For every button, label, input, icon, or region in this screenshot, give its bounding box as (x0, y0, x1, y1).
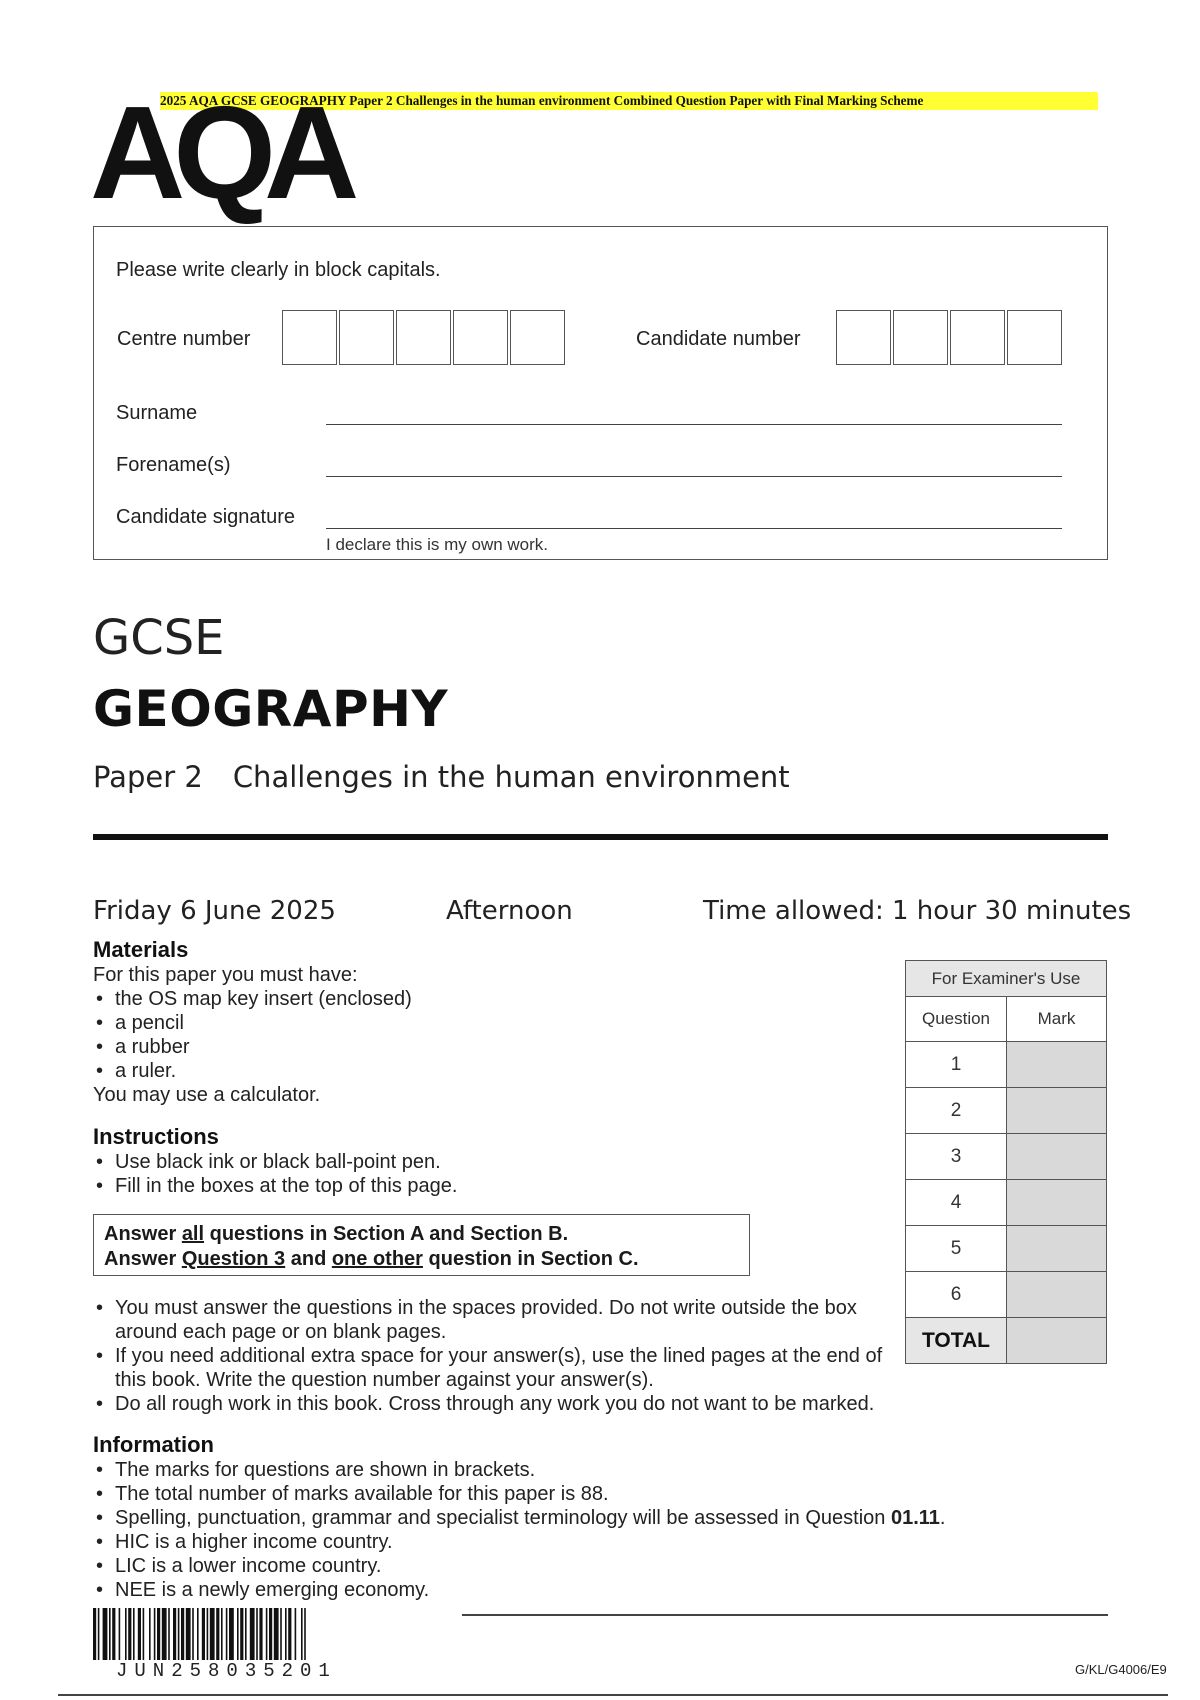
centre-digit-box[interactable] (453, 310, 508, 365)
list-item: • NEE is a newly emerging economy. (93, 1578, 1103, 1602)
information-heading: Information (93, 1432, 214, 1457)
list-item: • If you need additional extra space for your answer(s), use the lined pages at the end of this book. Write the question number against your answer(s). (93, 1344, 890, 1392)
list-item: • a rubber (93, 1035, 813, 1059)
footer-rule (462, 1614, 1108, 1616)
forenames-field[interactable] (326, 476, 1062, 477)
list-item: • Use black ink or black ball-point pen. (93, 1150, 813, 1174)
mark-cell (1007, 1272, 1107, 1318)
question-number: 3 (906, 1134, 1007, 1180)
exam-session: Afternoon (446, 896, 573, 926)
calculator-note: You may use a calculator. (93, 1084, 321, 1106)
question-number: 4 (906, 1180, 1007, 1226)
centre-digit-box[interactable] (282, 310, 337, 365)
block-capitals-instruction: Please write clearly in block capitals. (116, 259, 441, 281)
paper-number: Paper 2 (93, 760, 203, 794)
mark-cell (1007, 1180, 1107, 1226)
signature-field[interactable] (326, 528, 1062, 529)
list-item: • You must answer the questions in the spaces provided. Do not write outside the box around each page or on blank pages. (93, 1296, 890, 1344)
candidate-number-label: Candidate number (636, 328, 801, 350)
total-label: TOTAL (906, 1318, 1007, 1364)
answer-requirements-box (93, 1214, 750, 1276)
list-item: • a ruler. (93, 1059, 813, 1083)
aqa-logo: AQA (90, 79, 348, 226)
candidate-digit-box[interactable] (1007, 310, 1062, 365)
forenames-label: Forename(s) (116, 454, 231, 476)
materials-section (93, 937, 813, 1107)
candidate-digit-box[interactable] (950, 310, 1005, 365)
centre-digit-box[interactable] (339, 310, 394, 365)
barcode (93, 1608, 478, 1660)
information-list (93, 1458, 1103, 1602)
list-item: • Spelling, punctuation, grammar and specialist terminology will be assessed in Question 01.11. (93, 1506, 1103, 1530)
instructions-section (93, 1124, 813, 1198)
barcode-number: JUN258035201 (116, 1660, 337, 1682)
paper-name: Challenges in the human environment (232, 760, 790, 794)
list-item: • HIC is a higher income country. (93, 1530, 1103, 1554)
surname-field[interactable] (326, 424, 1062, 425)
list-item: • The marks for questions are shown in brackets. (93, 1458, 1103, 1482)
examiners-use-table (905, 960, 1107, 1364)
candidate-digit-box[interactable] (893, 310, 948, 365)
answer-line-1: Answer all questions in Section A and Section B. (104, 1223, 569, 1245)
question-number: 6 (906, 1272, 1007, 1318)
list-item: • The total number of marks available for this paper is 88. (93, 1482, 1103, 1506)
materials-list (93, 987, 813, 1083)
examiners-use-title: For Examiner's Use (906, 961, 1107, 997)
declaration-text: I declare this is my own work. (326, 535, 549, 554)
list-item: • Fill in the boxes at the top of this page. (93, 1174, 813, 1198)
answer-line-2: Answer Question 3 and one other question in Section C. (104, 1248, 639, 1270)
candidate-number-input[interactable] (836, 310, 1064, 365)
instructions-heading: Instructions (93, 1124, 219, 1149)
candidate-digit-box[interactable] (836, 310, 891, 365)
list-item: • Do all rough work in this book. Cross through any work you do not want to be marked. (93, 1392, 1105, 1416)
centre-digit-box[interactable] (510, 310, 565, 365)
surname-label: Surname (116, 402, 198, 424)
question-number: 2 (906, 1088, 1007, 1134)
time-allowed: Time allowed: 1 hour 30 minutes (703, 896, 1132, 926)
question-column-header: Question (906, 997, 1007, 1042)
list-item: • LIC is a lower income country. (93, 1554, 1103, 1578)
mark-column-header: Mark (1007, 997, 1107, 1042)
qualification-level: GCSE (93, 610, 225, 666)
page-bottom-rule (58, 1694, 1168, 1696)
centre-number-input[interactable] (282, 310, 567, 365)
materials-heading: Materials (93, 937, 189, 962)
title-divider (93, 834, 1108, 840)
centre-number-label: Centre number (117, 328, 251, 350)
subject-title: GEOGRAPHY (93, 680, 449, 738)
instructions-list (93, 1150, 813, 1198)
information-section (93, 1432, 1103, 1602)
mark-cell (1007, 1226, 1107, 1272)
question-number: 5 (906, 1226, 1007, 1272)
signature-label: Candidate signature (116, 506, 296, 528)
list-item: • a pencil (93, 1011, 813, 1035)
mark-cell (1007, 1088, 1107, 1134)
paper-code: G/KL/G4006/E9 (1075, 1662, 1167, 1677)
centre-digit-box[interactable] (396, 310, 451, 365)
total-mark-cell (1007, 1318, 1107, 1364)
document-title-banner: 2025 AQA GCSE GEOGRAPHY Paper 2 Challenges in the human environment Combined Question Paper with Final Marking Scheme (160, 92, 1098, 110)
spag-question-number: 01.11 (890, 1507, 940, 1529)
mark-cell (1007, 1042, 1107, 1088)
list-item: • the OS map key insert (enclosed) (93, 987, 813, 1011)
question-number: 1 (906, 1042, 1007, 1088)
mark-cell (1007, 1134, 1107, 1180)
paper-title (93, 760, 790, 794)
materials-intro: For this paper you must have: (93, 964, 358, 986)
exam-date: Friday 6 June 2025 (93, 896, 336, 926)
